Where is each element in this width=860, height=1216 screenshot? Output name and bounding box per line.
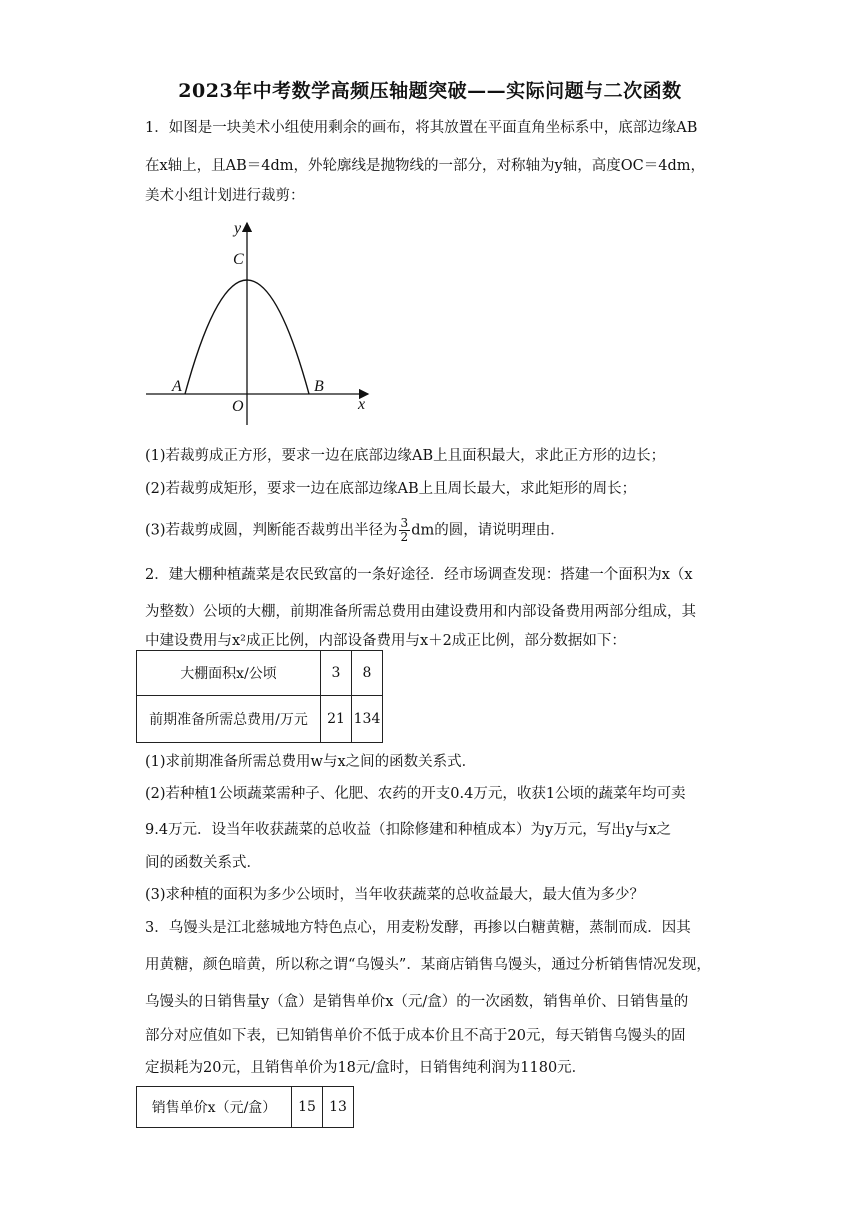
q1-line-1: 1．如图是一块美术小组使用剩余的画布，将其放置在平面直角坐标系中，底部边缘AB (145, 120, 698, 136)
table-cell: 3 (321, 651, 352, 696)
table-row (137, 1087, 354, 1128)
q2-part-2-c: 间的函数关系式． (145, 855, 261, 871)
table-row (137, 651, 383, 696)
q3-line-1: 3．乌馒头是江北慈城地方特色点心，用麦粉发酵，再掺以白糖黄糖，蒸制而成．因其 (145, 920, 691, 936)
fraction-numerator: 3 (400, 516, 409, 530)
label-x: x (358, 396, 366, 413)
q2-part-2-b: 9.4万元．设当年收获蔬菜的总收益（扣除修建和种植成本）为y万元，写出y与x之 (145, 822, 672, 838)
q1-line-2: 在x轴上，且AB＝4dm，外轮廓线是抛物线的一部分，对称轴为y轴，高度OC＝4dm， (145, 158, 705, 174)
table-cell: 销售单价x（元/盒） (137, 1087, 292, 1128)
q3-data-table (136, 1086, 354, 1128)
q3-line-2: 用黄糖，颜色暗黄，所以称之谓“乌馒头”．某商店销售乌馒头，通过分析销售情况发现， (145, 957, 711, 973)
q1-part-1: (1)若裁剪成正方形，要求一边在底部边缘AB上且面积最大，求此正方形的边长； (145, 448, 666, 464)
table-row (137, 696, 383, 743)
label-y: y (234, 220, 242, 237)
q2-data-table (136, 650, 383, 743)
table-cell: 大棚面积x/公顷 (137, 651, 321, 696)
page-title: 2023年中考数学高频压轴题突破——实际问题与二次函数 (178, 80, 682, 102)
table-cell: 134 (352, 696, 383, 743)
table-cell: 前期准备所需总费用/万元 (137, 696, 321, 743)
label-c: C (233, 251, 244, 268)
label-a: A (172, 378, 182, 395)
parabola-figure (140, 215, 380, 430)
q2-part-2-a: (2)若种植1公顷蔬菜需种子、化肥、农药的开支0.4万元，收获1公顷的蔬菜年均可卖 (145, 786, 686, 802)
q3-line-3: 乌馒头的日销售量y（盒）是销售单价x（元/盒）的一次函数，销售单价、日销售量的 (145, 994, 689, 1010)
table-cell: 13 (323, 1087, 354, 1128)
q2-part-1: (1)求前期准备所需总费用w与x之间的函数关系式． (145, 754, 477, 770)
q1-line-3: 美术小组计划进行裁剪： (145, 188, 305, 204)
q1-part-3-b: dm的圆，请说明理由． (411, 522, 565, 539)
label-o: O (232, 398, 244, 415)
label-b: B (314, 378, 324, 395)
q2-part-3: (3)求种植的面积为多少公顷时，当年收获蔬菜的总收益最大，最大值为多少？ (145, 887, 645, 903)
q2-line-1: 2．建大棚种植蔬菜是农民致富的一条好途径．经市场调查发现：搭建一个面积为x（x (145, 567, 693, 583)
table-cell: 15 (292, 1087, 323, 1128)
q3-line-4: 部分对应值如下表，已知销售单价不低于成本价且不高于20元，每天销售乌馒头的固 (145, 1028, 686, 1044)
q2-line-3: 中建设费用与x²成正比例，内部设备费用与x＋2成正比例，部分数据如下： (145, 633, 626, 649)
q1-part-3-a: (3)若裁剪成圆，判断能否裁剪出半径为 (145, 522, 398, 539)
q1-part-2: (2)若裁剪成矩形，要求一边在底部边缘AB上且周长最大，求此矩形的周长； (145, 481, 637, 497)
table-cell: 21 (321, 696, 352, 743)
q3-line-5: 定损耗为20元，且销售单价为18元/盒时，日销售纯利润为1180元． (145, 1060, 587, 1076)
fraction-denominator: 2 (400, 530, 409, 544)
fraction-3-2 (399, 517, 411, 544)
table-cell: 8 (352, 651, 383, 696)
q2-line-2: 为整数）公顷的大棚，前期准备所需总费用由建设费用和内部设备费用两部分组成，其 (145, 604, 696, 620)
q1-part-3 (145, 517, 725, 544)
